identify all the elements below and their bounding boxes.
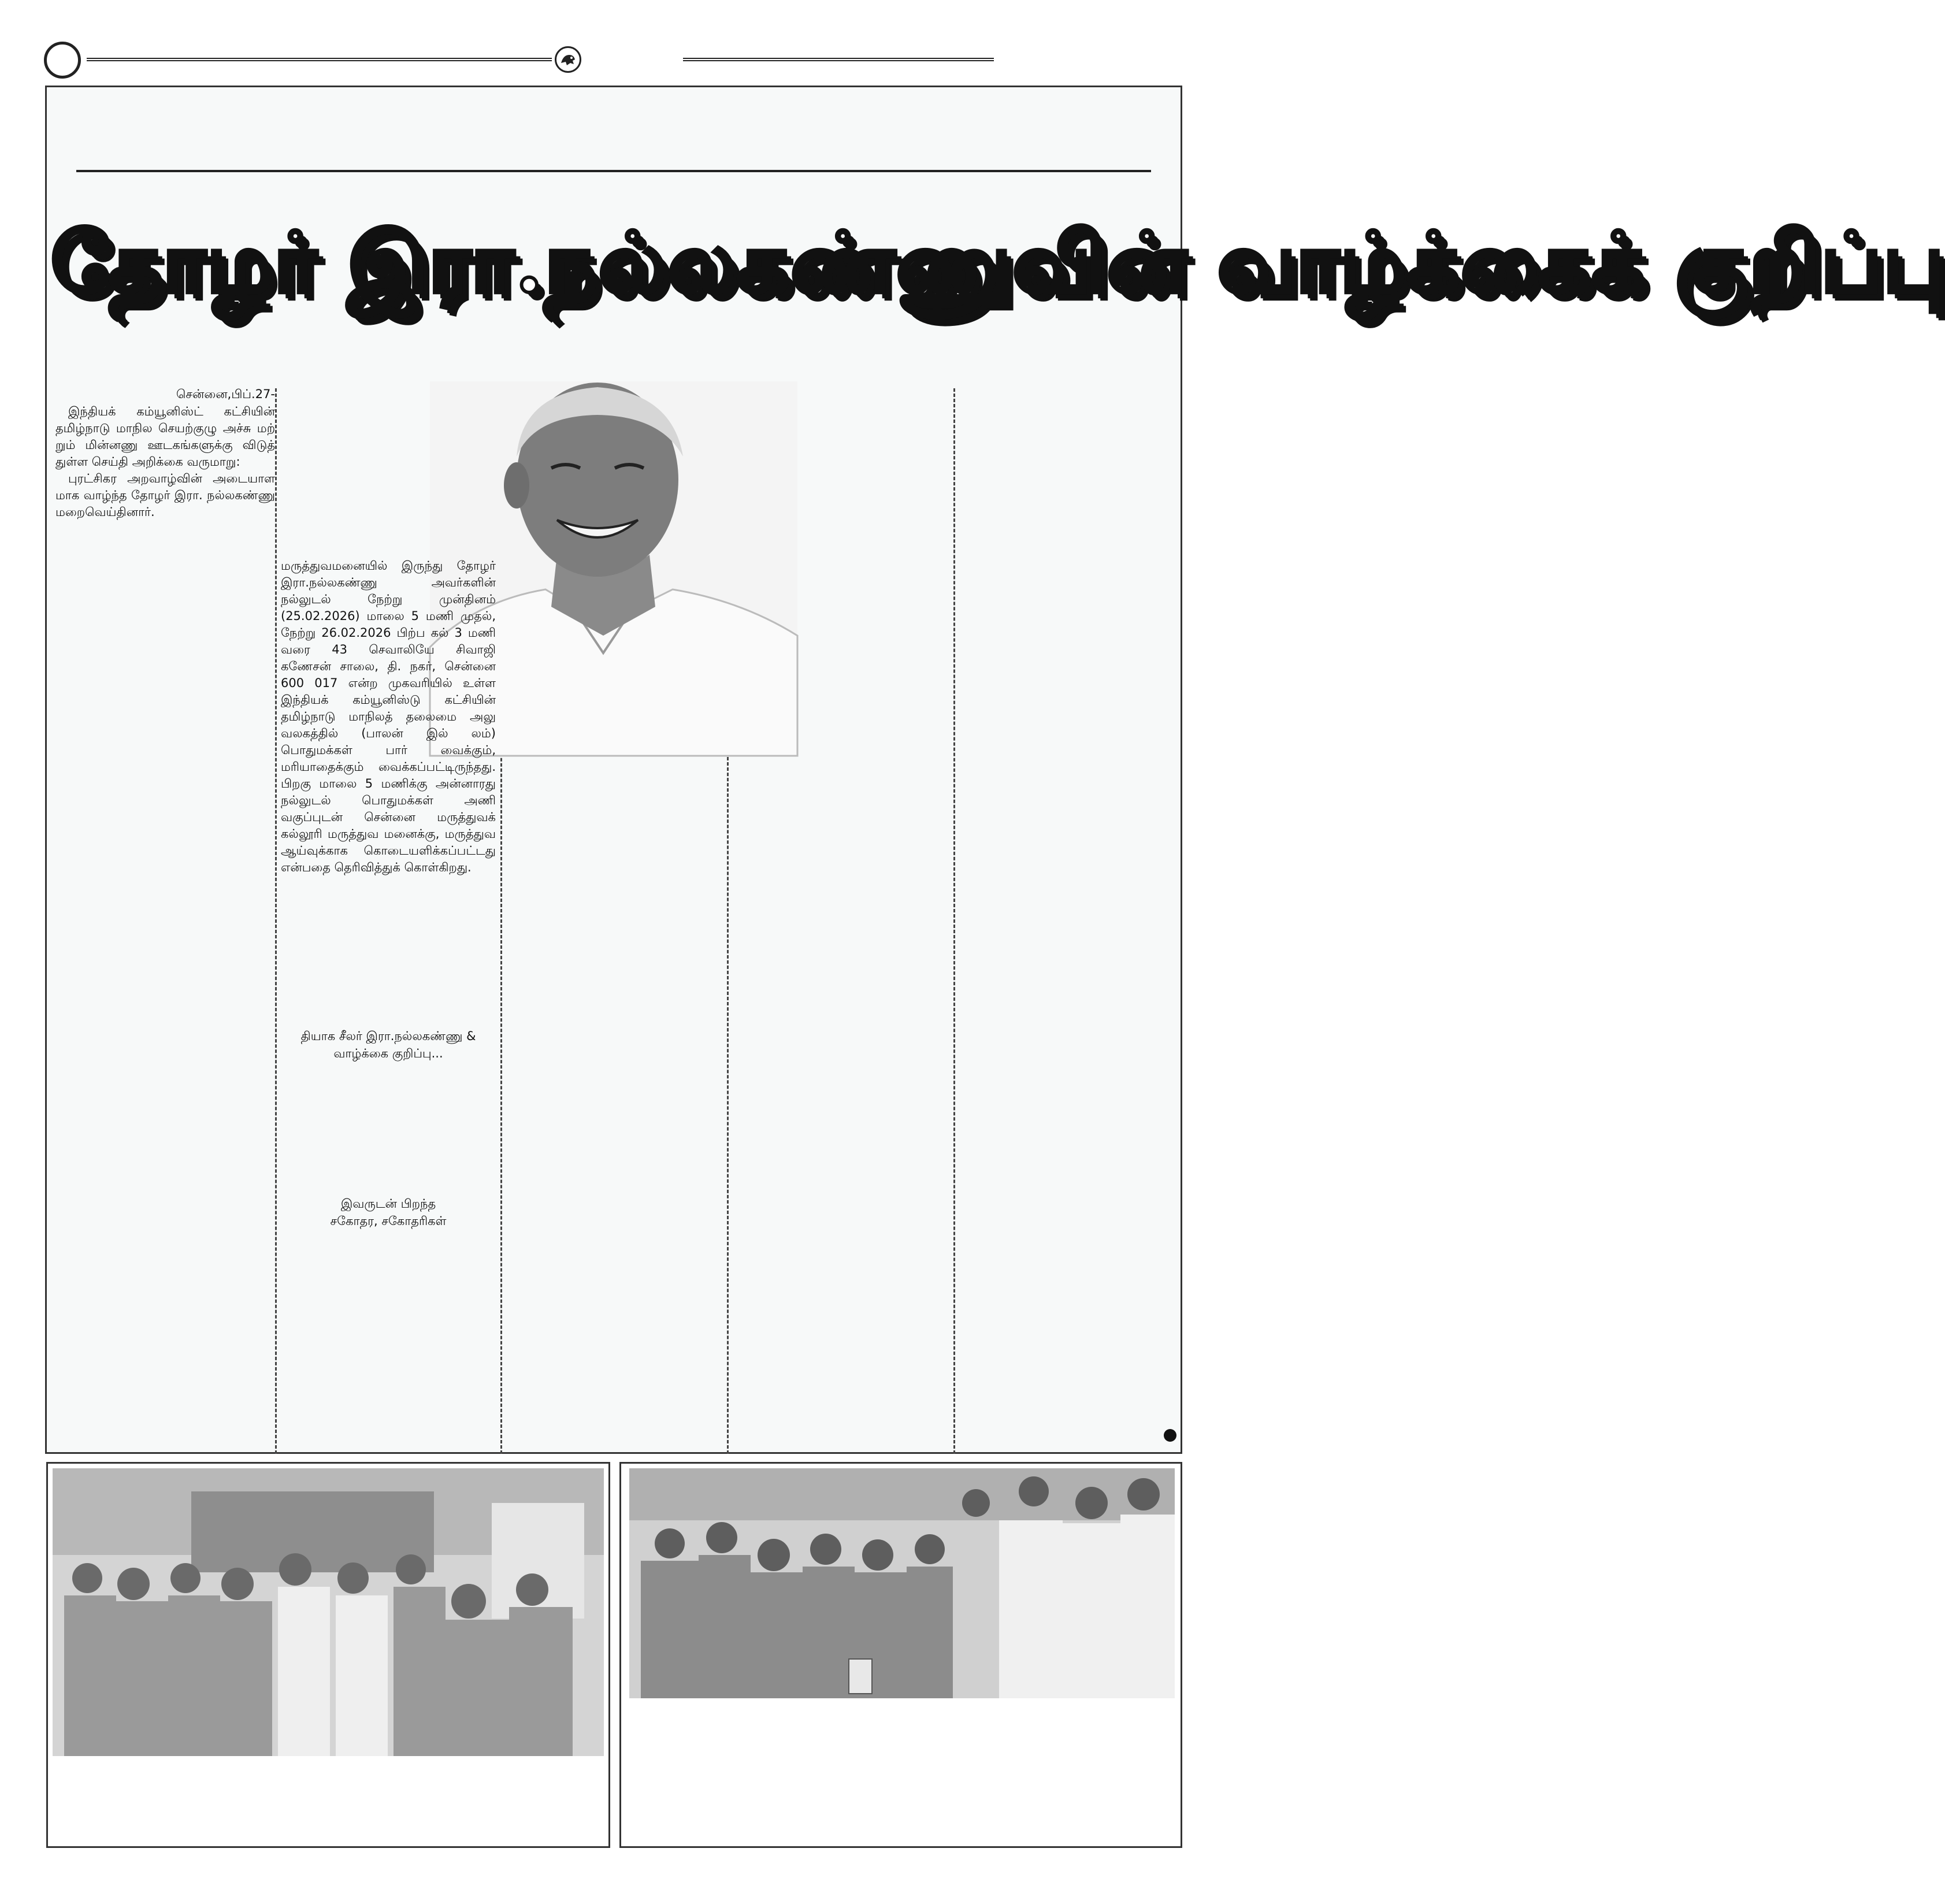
article-intro [55,403,275,521]
intro-paragraph: புரட்சிகர அறவாழ்வின் அடையாள மாக வாழ்ந்த தோழர் இரா. நல்லகண்ணு மறைவெய்தினார். [55,472,275,519]
newspaper-emblem-icon [555,46,581,73]
signature-line: சகோதர, சகோதரிகள் [330,1214,447,1228]
column-separator-4 [953,388,955,1454]
signature-line: இவருடன் பிறந்த [340,1197,436,1211]
biography-note [281,1027,496,1062]
masthead-rule-left [87,58,552,65]
photo-panel-left [46,1462,610,1848]
group-photo-left [53,1468,604,1756]
column-separator-1 [275,388,277,1454]
headline-rule [76,170,1151,172]
end-bullet-icon [1164,1429,1176,1442]
intro-paragraph: இந்தியக் கம்யூனிஸ்ட் கட்சியின் தமிழ்நாடு மாநில செயற்குழு அச்சு மற் றும் மின்னணு ஊடகங்களுக்கு விடுத் துள்ள செய்தி அறிக்கை வருமாறு: [55,404,275,469]
photo-panel-right [619,1462,1182,1848]
masthead-rule-right [683,58,994,65]
masthead-circle-ornament [44,42,81,79]
article-headline: தோழர் இரா.நல்லகண்ணுவின் வாழ்க்கைக் குறிப்பு [51,215,1945,311]
biography-note-line: வாழ்க்கை குறிப்பு... [333,1046,443,1060]
biography-note-line: தியாக சீலர் இரா.நல்லகண்ணு & [300,1029,476,1043]
column-separator-3 [727,757,729,1454]
article-dateline: சென்னை,பிப்.27- [176,387,275,401]
siblings-signature [281,1195,496,1230]
group-photo-right [629,1468,1175,1698]
article-body: மருத்துவமனையில் இருந்து தோழர் இரா.நல்லகண்ணு அவர்களின் நல்லுடல் நேற்று முன்தினம் (25.02.2026) மாலை 5 மணி முதல், நேற்று 26.02.2026 பிற்ப கல் 3 மணி வரை 43 செவாலியே சிவாஜி கணேசன் சாலை, தி. நகர், சென்னை 600 017 என்ற முகவரியில் உள்ள இந்தியக் கம்யூனிஸ்டு கட்சியின் தமிழ்நாடு மாநிலத் தலைமை அலு வலகத்தில் (பாலன் இல் லம்) பொதுமக்கள் பார் வைக்கும், மரியாதைக்கும் வைக்கப்பட்டிருந்தது. பிறகு மாலை 5 மணிக்கு அன்னாரது நல்லுடல் பொதுமக்கள் அணி வகுப்புடன் சென்னை மருத்துவக் கல்லூரி மருத்துவ மனைக்கு, மருத்துவ ஆய்வுக்காக கொடையளிக்கப்பட்டது என்பதை தெரிவித்துக் கொள்கிறது. [281,559,496,874]
